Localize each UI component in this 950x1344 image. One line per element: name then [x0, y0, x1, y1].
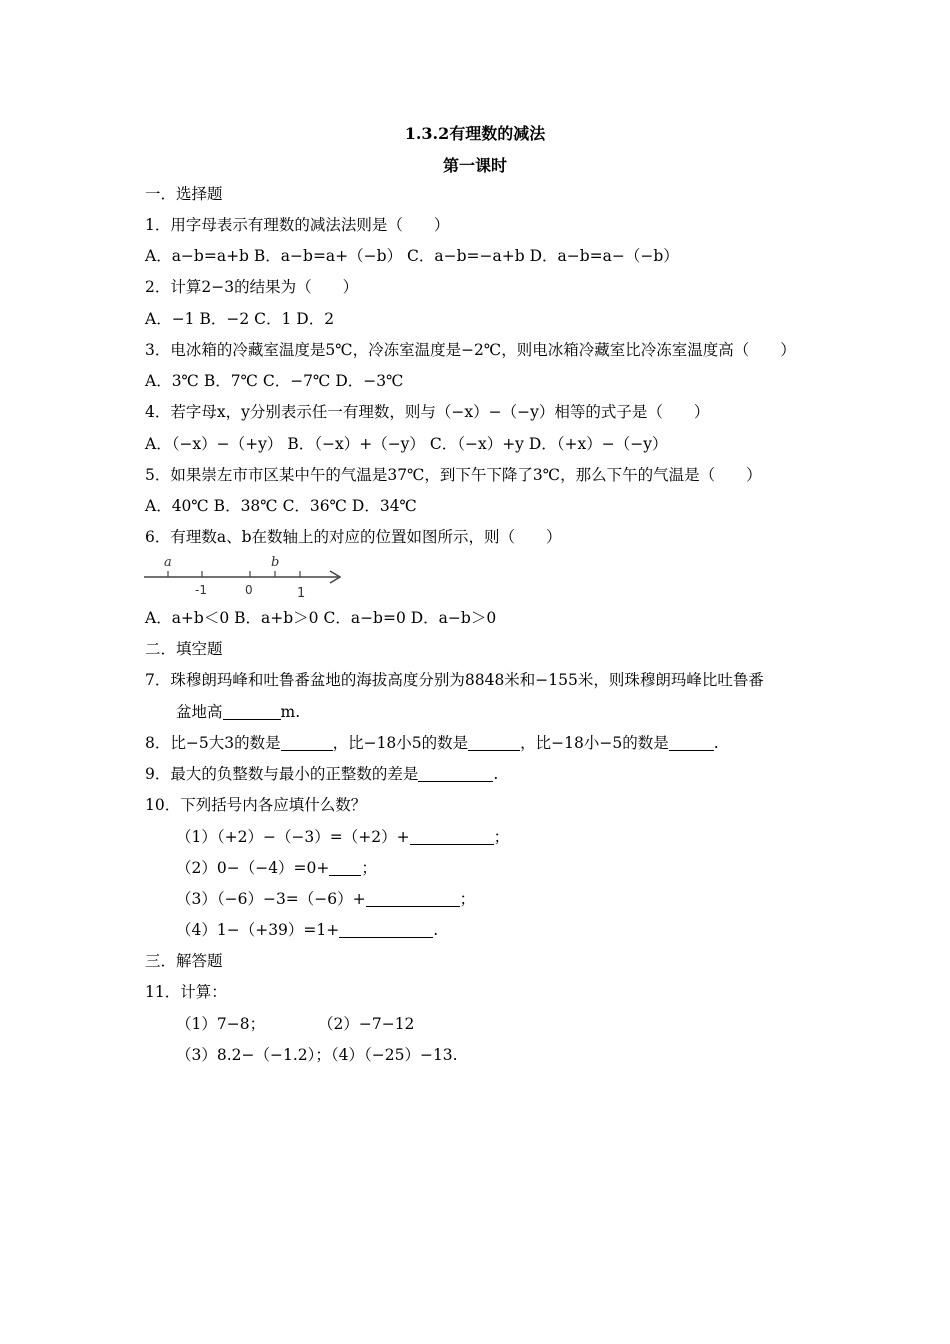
- question-1-stem: 1．用字母表示有理数的减法法则是（ ）: [145, 216, 450, 234]
- question-7-line-1: 7．珠穆朗玛峰和吐鲁番盆地的海拔高度分别为8848米和−155米，则珠穆朗玛峰比吐鲁番: [145, 671, 764, 689]
- question-1-options: A．a−b=a+b B．a−b=a+（−b） C．a−b=−a+b D．a−b=a−（−b）: [145, 247, 679, 265]
- question-9-text: 9．最大的负整数与最小的正整数的差是: [145, 765, 419, 783]
- question-10-item-4-text: （4）1−（+39）=1+: [176, 921, 340, 939]
- question-2-options: A．−1 B．−2 C．1 D．2: [145, 310, 335, 328]
- section-heading-choice: 一．选择题: [145, 185, 223, 203]
- tick-label-0: 0: [245, 583, 253, 597]
- question-8-part-1: 8．比−5大3的数是: [145, 734, 281, 752]
- question-7-unit: m.: [280, 703, 301, 721]
- page-title: 1.3.2有理数的减法: [404, 124, 546, 143]
- question-9-end: .: [493, 765, 499, 783]
- question-4-options: A．（−x）−（+y） B．（−x）+（−y） C．（−x）+y D．（+x）−（−y）: [145, 435, 668, 453]
- question-3-options: A．3℃ B．7℃ C．−7℃ D．−3℃: [145, 372, 404, 390]
- answer-blank-10-3[interactable]: [366, 891, 460, 907]
- question-9: [145, 764, 498, 784]
- question-7-line-2: [176, 702, 300, 722]
- question-10-item-1-text: （1）（+2）−（−3）=（+2）+: [176, 828, 410, 846]
- question-10-stem: 10．下列括号内各应填什么数？: [145, 796, 367, 814]
- question-10-item-3: [176, 889, 475, 909]
- answer-blank-8c[interactable]: [669, 735, 714, 751]
- answer-blank-10-2[interactable]: [329, 860, 361, 876]
- question-3-stem: 3．电冰箱的冷藏室温度是5℃，冷冻室温度是−2℃，则电冰箱冷藏室比冷冻室温度高（ ）: [145, 341, 796, 359]
- answer-blank-9[interactable]: [418, 766, 493, 782]
- question-10-item-3-text: （3）（−6）−3=（−6）+: [176, 890, 366, 908]
- question-11-part-2: （2）−7−12: [318, 1015, 415, 1033]
- question-10-item-4: [176, 920, 438, 940]
- answer-blank-10-1[interactable]: [410, 829, 494, 845]
- tick-label-neg1: -1: [195, 583, 207, 597]
- question-6-options: A．a+b＜0 B．a+b＞0 C．a−b=0 D．a−b＞0: [145, 609, 497, 627]
- number-line-figure: [140, 552, 350, 602]
- answer-blank-7[interactable]: [223, 704, 281, 720]
- section-heading-solve: 三．解答题: [145, 952, 223, 970]
- question-10-item-1-end: ；: [493, 828, 510, 846]
- question-11-part-3-4: （3）8.2−（−1.2）；（4）（−25）−13.: [176, 1046, 458, 1064]
- question-10-item-2-end: ；: [361, 859, 377, 877]
- question-6-stem: 6．有理数a、b在数轴上的对应的位置如图所示，则（ ）: [145, 528, 562, 546]
- answer-blank-8b[interactable]: [468, 735, 520, 751]
- question-10-item-2-text: （2）0−（−4）=0+: [176, 859, 330, 877]
- section-heading-fill: 二．填空题: [145, 640, 223, 658]
- question-8-part-3: ，比−18小−5的数是: [520, 734, 669, 752]
- tick-label-1: 1: [297, 586, 306, 601]
- question-10-item-2: [176, 858, 377, 878]
- question-7-text: 盆地高: [176, 703, 223, 721]
- question-10-item-3-end: ；: [459, 890, 476, 908]
- answer-blank-8a[interactable]: [281, 735, 333, 751]
- question-10-item-4-end: .: [433, 921, 439, 939]
- question-11-part-1: （1）7−8；: [176, 1015, 266, 1033]
- question-2-stem: 2．计算2−3的结果为（ ）: [145, 278, 359, 296]
- point-b-label: b: [271, 555, 280, 570]
- question-8-part-2: ，比−18小5的数是: [332, 734, 469, 752]
- point-a-label: a: [164, 555, 172, 570]
- page-subtitle: 第一课时: [442, 156, 507, 175]
- question-8-end: .: [713, 734, 719, 752]
- question-10-item-1: [176, 827, 509, 847]
- question-11-stem: 11．计算：: [145, 983, 227, 1001]
- question-4-stem: 4．若字母x，y分别表示任一有理数，则与（−x）−（−y）相等的式子是（ ）: [145, 403, 710, 421]
- question-5-options: A．40℃ B．38℃ C．36℃ D．34℃: [145, 497, 417, 515]
- answer-blank-10-4[interactable]: [339, 922, 433, 938]
- question-5-stem: 5．如果崇左市市区某中午的气温是37℃，到下午下降了3℃，那么下午的气温是（ ）: [145, 466, 762, 484]
- question-8: [145, 733, 719, 753]
